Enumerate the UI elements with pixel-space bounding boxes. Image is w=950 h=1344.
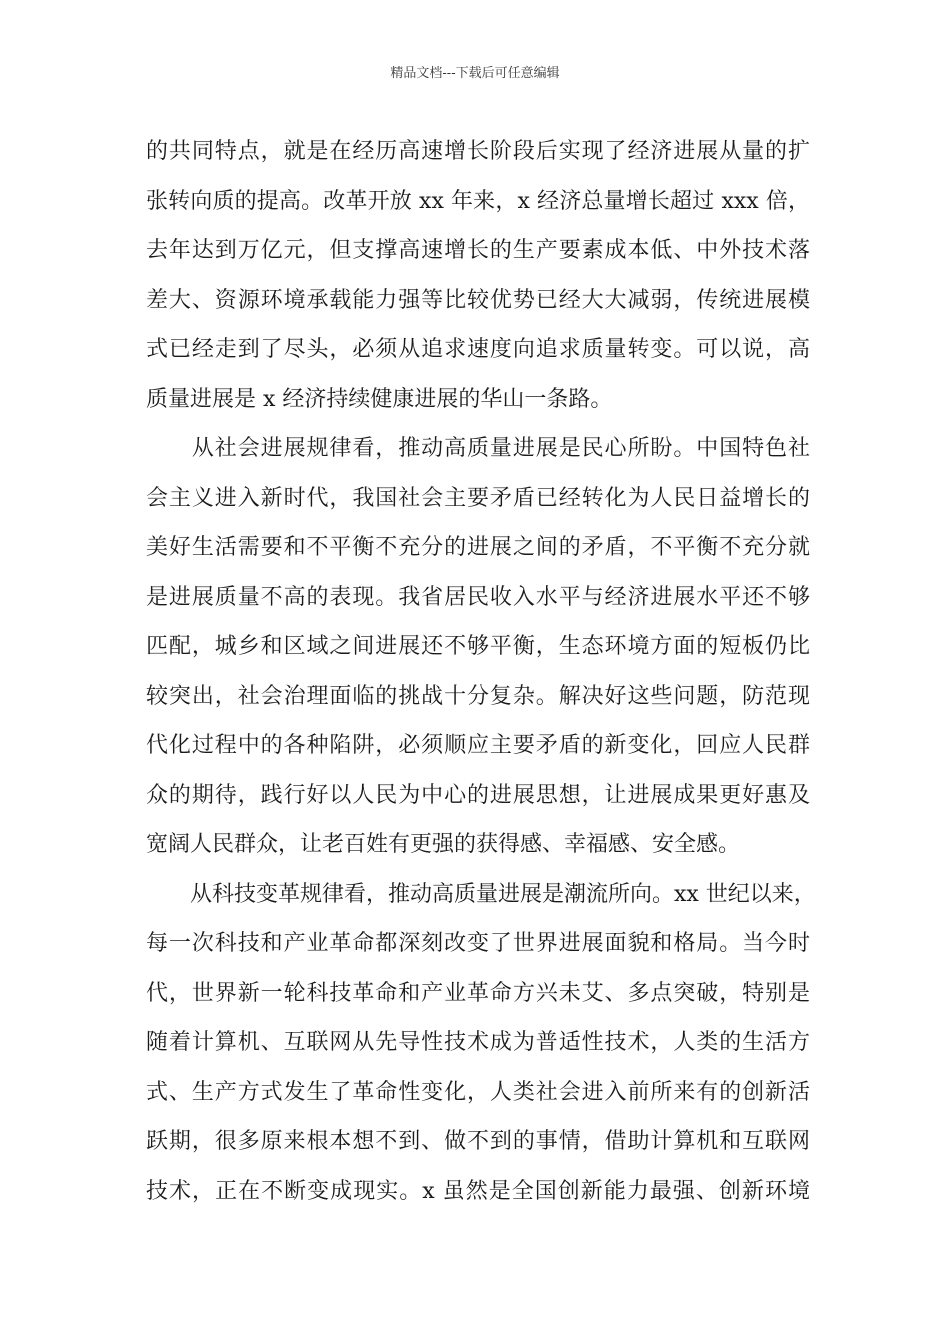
text-line: 宽阔人民群众，让老百姓有更强的获得感、幸福感、安全感。 (146, 832, 741, 857)
paragraph-2 (146, 424, 810, 870)
text-line: 每一次科技和产业革命都深刻改变了世界进展面貌和格局。当今时 (146, 931, 810, 956)
text-line: 从科技变革规律看，推动高质量进展是潮流所向。xx 世纪以来， (146, 881, 816, 907)
text-line: 较突出，社会治理面临的挑战十分复杂。解决好这些问题，防范现 (146, 683, 810, 709)
text-line: 式已经走到了尽头，必须从追求速度向追求质量转变。可以说，高 (146, 337, 810, 362)
text-line: 众的期待，践行好以人民为中心的进展思想，让进展成果更好惠及 (146, 782, 810, 808)
text-line: 美好生活需要和不平衡不充分的进展之间的矛盾，不平衡不充分就 (146, 535, 810, 560)
text-line: 去年达到万亿元，但支撑高速增长的生产要素成本低、中外技术落 (146, 238, 810, 263)
text-line: 匹配，城乡和区域之间进展还不够平衡，生态环境方面的短板仍比 (146, 634, 810, 659)
text-line: 张转向质的提高。改革开放 xx 年来，x 经济总量增长超过 xxx 倍， (146, 188, 810, 214)
paragraph-1 (146, 127, 810, 424)
text-line: 的共同特点，就是在经历高速增长阶段后实现了经济进展从量的扩 (146, 139, 810, 164)
text-line: 是进展质量不高的表现。我省居民收入水平与经济进展水平还不够 (146, 584, 810, 610)
text-line: 跃期，很多原来根本想不到、做不到的事情，借助计算机和互联网 (146, 1129, 810, 1154)
document-body (146, 127, 816, 1216)
text-line: 代，世界新一轮科技革命和产业革命方兴未艾、多点突破，特别是 (146, 980, 810, 1006)
text-line: 从社会进展规律看，推动高质量进展是民心所盼。中国特色社 (146, 436, 810, 461)
text-line: 质量进展是 x 经济持续健康进展的华山一条路。 (146, 386, 613, 412)
text-line: 代化过程中的各种陷阱，必须顺应主要矛盾的新变化，回应人民群 (146, 733, 810, 758)
page-header: 精品文档---下载后可任意编辑 (390, 66, 560, 81)
text-line: 会主义进入新时代，我国社会主要矛盾已经转化为人民日益增长的 (146, 485, 810, 511)
text-line: 随着计算机、互联网从先导性技术成为普适性技术，人类的生活方 (146, 1030, 810, 1055)
text-line: 技术，正在不断变成现实。x 虽然是全国创新能力最强、创新环境 (146, 1178, 810, 1204)
text-line: 式、生产方式发生了革命性变化，人类社会进入前所来有的创新活 (146, 1079, 810, 1105)
paragraph-3 (146, 870, 816, 1217)
text-line: 差大、资源环境承载能力强等比较优势已经大大减弱，传统进展模 (146, 287, 810, 313)
